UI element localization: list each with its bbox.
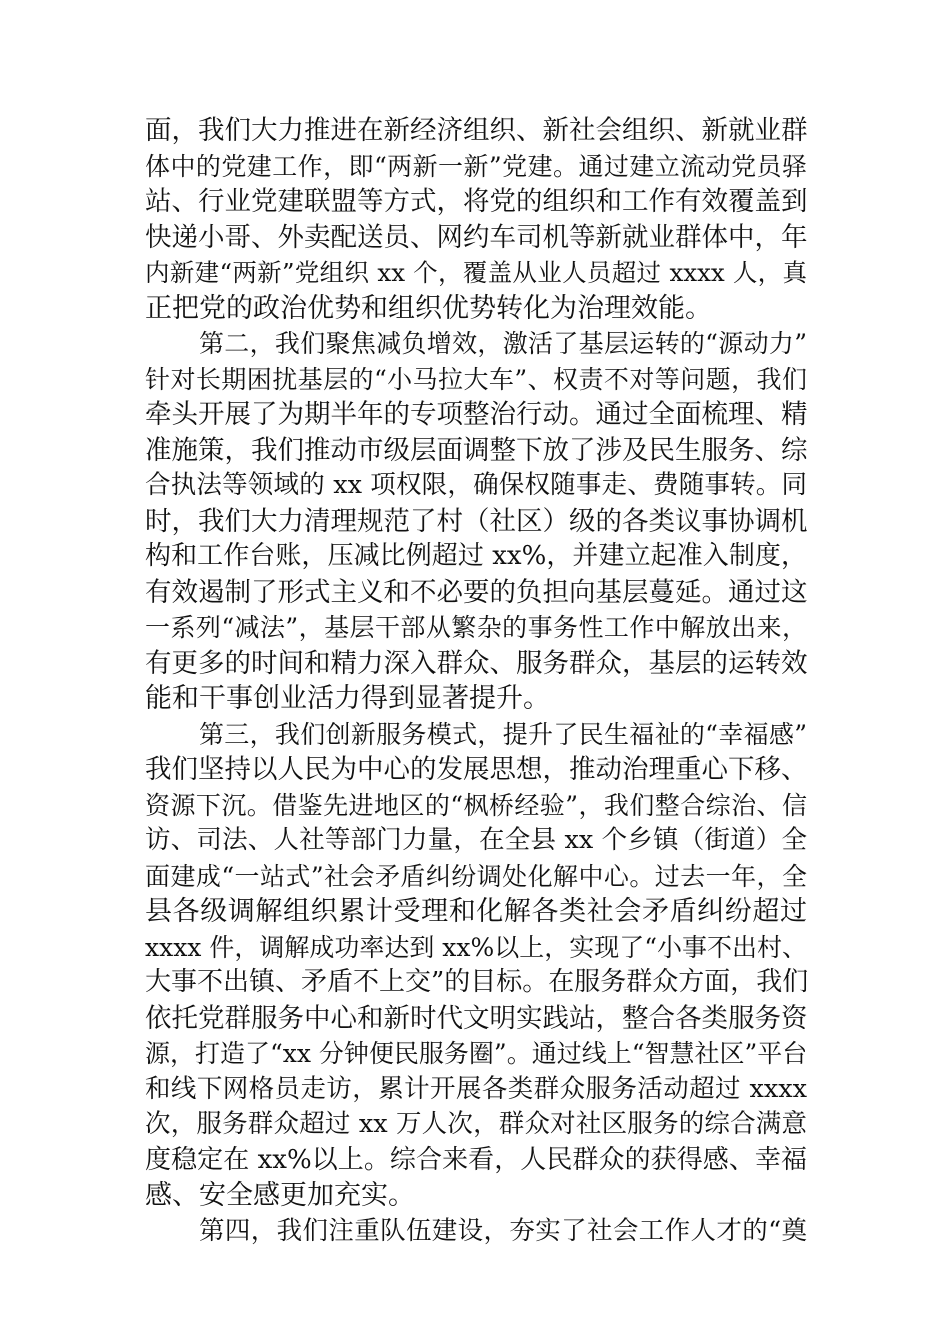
text-line: 针对长期困扰基层的“小马拉大车”、权责不对等问题，我们: [145, 364, 807, 394]
text-line: 正把党的政治优势和组织优势转化为治理效能。: [145, 292, 712, 324]
text-line: 体中的党建工作，即“两新一新”党建。通过建立流动党员驿: [145, 151, 807, 181]
text-line: 构和工作台账，压减比例超过 xx%，并建立起准入制度，: [145, 541, 807, 571]
text-line: 面建成“一站式”社会矛盾纠纷调处化解中心。过去一年，全: [145, 861, 807, 891]
text-line: 快递小哥、外卖配送员、网约车司机等新就业群体中，年: [145, 221, 808, 253]
text-line: 我们坚持以人民为中心的发展思想，推动治理重心下移、: [145, 754, 808, 785]
text-line: 合执法等领域的 xx 项权限，确保权随事走、费随事转。同: [145, 470, 807, 500]
text-line: 大事不出镇、矛盾不上交”的目标。在服务群众方面，我们: [145, 967, 809, 997]
text-line: 牵头开展了为期半年的专项整治行动。通过全面梳理、精: [145, 399, 808, 430]
text-line: xxxx 件，调解成功率达到 xx%以上，实现了“小事不出村、: [145, 932, 808, 962]
text-line: 依托党群服务中心和新时代文明实践站，整合各类服务资: [145, 1002, 808, 1034]
text-line: 站、行业党建联盟等方式，将党的组织和工作有效覆盖到: [145, 186, 808, 217]
text-line: 内新建“两新”党组织 xx 个，覆盖从业人员超过 xxxx 人，真: [145, 258, 807, 287]
text-line: 源，打造了“xx 分钟便民服务圈”。通过线上“智慧社区”平台: [145, 1039, 808, 1068]
paragraph-heading-second: 第二，我们聚焦减负增效，激活了基层运转的“源动力”: [199, 329, 807, 358]
text-line: 面，我们大力推进在新经济组织、新社会组织、新就业群: [145, 115, 808, 146]
text-line: 有更多的时间和精力深入群众、服务群众，基层的运转效: [145, 647, 808, 679]
paragraph-heading-third: 第三，我们创新服务模式，提升了民生福祉的“幸福感”: [199, 719, 807, 749]
body-text: [145, 113, 807, 1249]
text-line: 县各级调解组织累计受理和化解各类社会矛盾纠纷超过: [145, 896, 807, 927]
text-line: 和线下网格员走访，累计开展各类群众服务活动超过 xxxx: [145, 1073, 807, 1104]
text-line: 有效遏制了形式主义和不必要的负担向基层蔓延。通过这: [145, 576, 808, 608]
text-line: 度稳定在 xx%以上。综合来看，人民群众的获得感、幸福: [145, 1144, 807, 1175]
text-line: 访、司法、人社等部门力量，在全县 xx 个乡镇（街道）全: [145, 825, 807, 855]
paragraph-heading-fourth: 第四，我们注重队伍建设，夯实了社会工作人才的“奠: [199, 1215, 807, 1246]
text-line: 能和干事创业活力得到显著提升。: [145, 683, 550, 714]
text-line: 准施策，我们推动市级层面调整下放了涉及民生服务、综: [145, 434, 808, 466]
text-line: 时，我们大力清理规范了村（社区）级的各类议事协调机: [145, 505, 808, 537]
text-line: 一系列“减法”，基层干部从繁杂的事务性工作中解放出来，: [145, 613, 807, 642]
text-line: 次，服务群众超过 xx 万人次，群众对社区服务的综合满意: [145, 1109, 807, 1139]
text-line: 资源下沉。借鉴先进地区的“枫桥经验”，我们整合综治、信: [145, 790, 807, 820]
text-line: 感、安全感更加充实。: [145, 1180, 415, 1211]
